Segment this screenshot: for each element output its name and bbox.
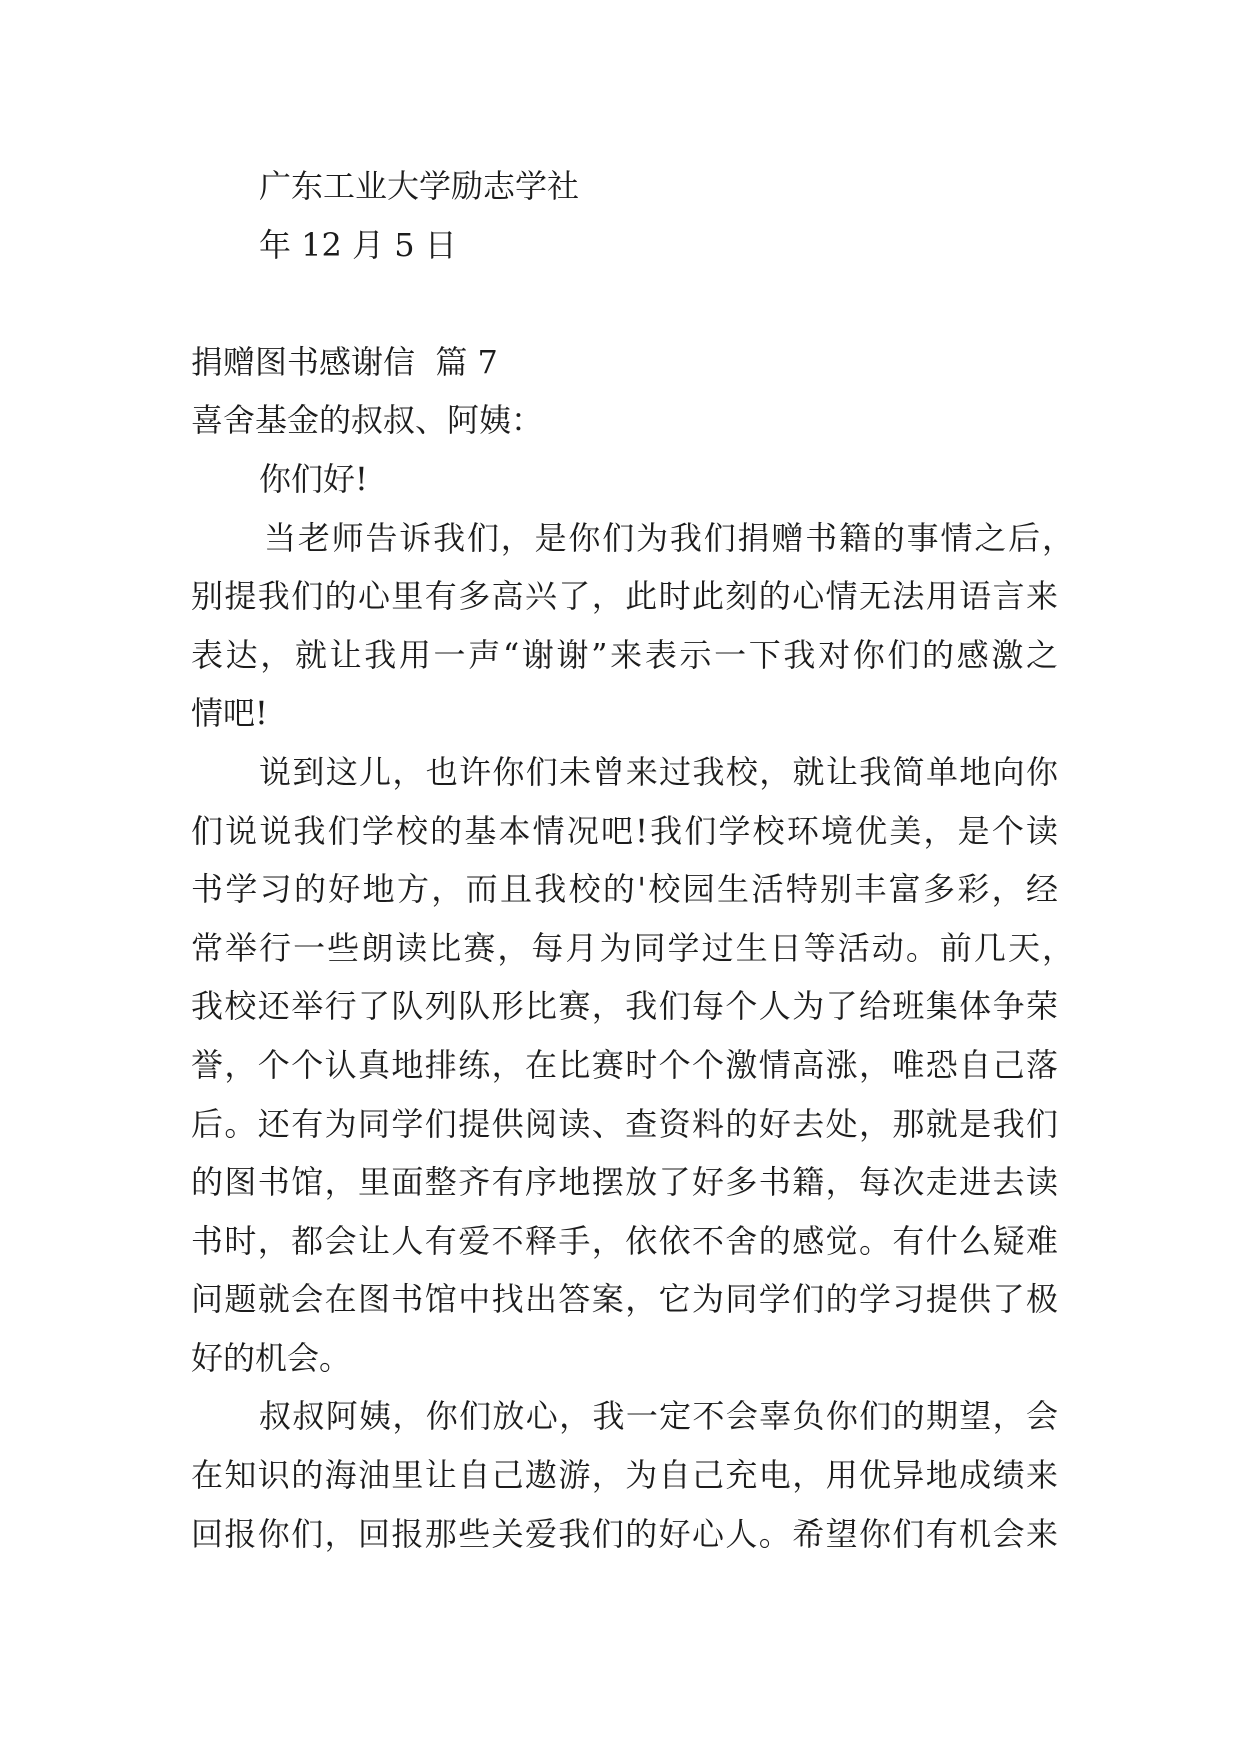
paragraph-line: 当老师告诉我们，是你们为我们捐赠书籍的事情之后， [264,518,1074,557]
paragraph-line: 在知识的海油里让自己遨游，为自己充电，用优异地成绩来 [191,1456,1058,1495]
paragraph-line: 书学习的好地方，而且我校的'校园生活特别丰富多彩，经 [191,870,1058,909]
paragraph-line: 的图书馆，里面整齐有序地摆放了好多书籍，每次走进去读 [191,1163,1058,1202]
paragraph-line: 我校还举行了队列队形比赛，我们每个人为了给班集体争荣 [191,987,1058,1026]
paragraph-line: 说到这儿，也许你们未曾来过我校，就让我简单地向你 [259,752,1058,791]
paragraph-line: 回报你们，回报那些关爱我们的好心人。希望你们有机会来 [191,1514,1058,1553]
paragraph-line: 叔叔阿姨，你们放心，我一定不会辜负你们的期望，会 [259,1397,1058,1436]
paragraph-1 [191,509,1074,743]
document-body [191,157,1074,1563]
paragraph-line: 常举行一些朗读比赛，每月为同学过生日等活动。前几天， [191,928,1074,967]
previous-letter-signature [191,157,1058,274]
paragraph-line: 书时，都会让人有爱不释手，依依不舍的感觉。有什么疑难 [191,1221,1058,1260]
paragraph-line: 问题就会在图书馆中找出答案，它为同学们的学习提供了极 [191,1280,1058,1319]
paragraph-line: 誉，个个认真地排练，在比赛时个个激情高涨，唯恐自己落 [191,1045,1058,1084]
paragraph-line: 表达，就让我用一声“谢谢”来表示一下我对你们的感激之 [191,635,1058,674]
signature-organization: 广东工业大学励志学社 [259,167,580,205]
letter-greeting: 你们好! [259,459,368,498]
paragraph-line: 后。还有为同学们提供阅读、查资料的好去处，那就是我们 [191,1104,1058,1143]
signature-date: 年 12 月 5 日 [259,225,457,264]
paragraph-line: 别提我们的心里有多高兴了，此时此刻的心情无法用语言来 [191,577,1058,616]
paragraph-line: 好的机会。 [191,1338,352,1377]
paragraph-3 [191,1387,1058,1563]
paragraph-line: 们说说我们学校的基本情况吧!我们学校环境优美，是个读 [191,811,1058,850]
paragraph-2 [191,743,1074,1388]
letter-salutation: 喜舍基金的叔叔、阿姨： [191,401,544,440]
paragraph-line: 情吧! [191,694,268,733]
letter-title: 捐赠图书感谢信 篇 7 [191,342,498,381]
blank-line [191,274,1058,333]
